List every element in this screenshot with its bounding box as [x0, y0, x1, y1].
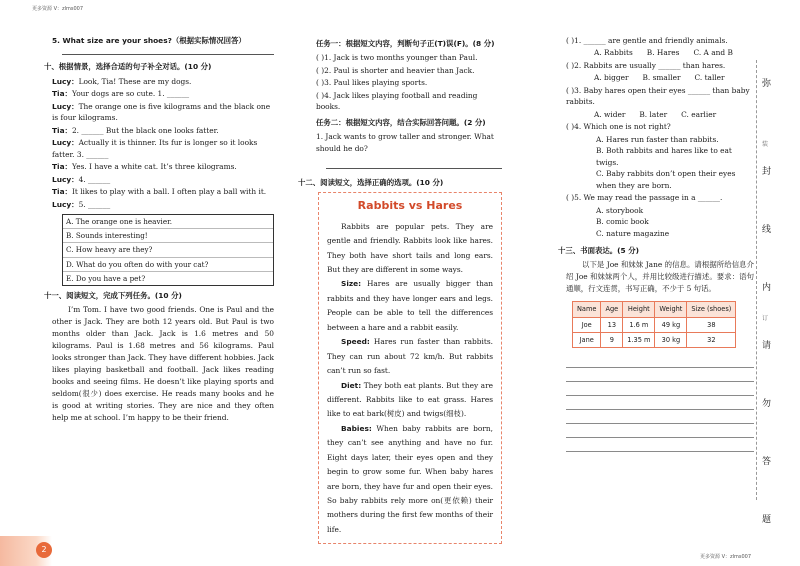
rabbit-passage-box	[318, 192, 502, 545]
tf-item: ( )1. Jack is two months younger than Paul.	[316, 53, 478, 63]
q5-previous: 5. What size are your shoes?（根据实际情况回答）	[52, 36, 246, 45]
section-10-title: 十、根据情景，选择合适的句子补全对话。(10 分)	[44, 62, 212, 72]
section-13-title: 十三、书面表达。(5 分)	[558, 245, 639, 255]
mc-question-2: ( )2. Rabbits are usually ______ than hares.	[566, 60, 726, 70]
mc-option: B. Both rabbits and hares like to eat twigs.	[596, 146, 732, 167]
tf-item: ( )2. Paul is shorter and heavier than Jack.	[316, 65, 475, 75]
writing-instructions: 以下是 Joe 和妹妹 Jane 的信息。请根据所给信息介绍 Joe 和妹妹两个人，并用比较级进行描述。要求：语句通顺，行文连贯，书写正确，不少于 5 句话。	[566, 260, 754, 294]
mc-option: C. nature magazine	[596, 228, 670, 238]
mc-option: B. comic book	[596, 217, 649, 227]
table-row: Jane 9 1.35 m 30 kg 32	[573, 332, 736, 347]
rabbit-intro: Rabbits are popular pets. They are gentle and friendly. Rabbits look like hares. They both have short tails and long ears. But they are different in some ways.	[327, 221, 493, 275]
writing-lines[interactable]	[566, 354, 754, 452]
rabbit-para-speed: Speed: Hares run faster than rabbits. They can run about 72 km/h. But rabbits can’t run so fast.	[327, 337, 493, 376]
task2-question: 1. Jack wants to grow taller and stronger. What should he do?	[316, 132, 494, 153]
rabbit-para-babies: Babies: When baby rabbits are born, they can’t see anything and have no fur. Eight days later, their eyes open and they begin to grow some fur. When baby hares are born, they have fur and open their eyes. So baby rabbits rely more on(更依赖) their mothers during the first few months of their life.	[327, 423, 493, 534]
choice-item: B. Sounds interesting!	[63, 229, 273, 243]
rabbit-para-size: Size: Hares are usually bigger than rabbits and they have longer ears and legs. People can be able to tell the differences between a hare and a rabbit easily.	[327, 279, 493, 332]
info-table	[572, 301, 736, 348]
choices-box	[62, 214, 274, 286]
exam-page: 更多资源 V：zlms007 更多资源 V：zlms007 2 5. What size are your shoes?（根据实际情况回答） 十、根据情景，选择合适的句子补全对话。(10 分) Lucy：Look, Tia! These are my dogs. Tia：Your dogs are so cute. 1. ______ Lucy：The orange one is five kilograms and the black one is four kilograms. Tia：2. ______ But the black one looks fatter. Lucy：Actually it is thinner. Its fur is longer so it looks fatter. 3. ______ Tia：Yes. I have a white cat. It’s three kilograms. Lucy：4. ______ Tia：It likes to play with a ball. I often play a ball with it. Lucy：5. ______ A. The orange one is heavier. B. Sounds interesting! C. How heavy are they? D. What do you often do with your cat? E. Do you have a pet? 十一、阅读短文，完成下列任务。(10 分) I’m Tom. I have two good friends. One is Paul and the other is Jack. They are both 12 years old. But Paul is two months older than Jack. Jack is 1.6 metres and 50 kilograms. Paul is 1.68 metres and 56 kilograms. Paul looks stronger than Jack. They have different hobbies. Jack likes playing basketball and football. Jack likes reading books and seeing films. He doesn’t like playing sports and seldom(很少) does exercise. He reads many books and he is good at writing stories. They are nice and they often help me at school. I’m happy to be their friend. 任务一：根据短文内容，判断句子正(T)误(F)。(8 分) ( )1. Jack is two months younger than Paul. ( )2. Paul is shorter and heavier than Jack. ( )3. Paul likes playing sports. ( )4. Jack likes playing football and reading books. 任务二：根据短文内容，结合实际回答问题。(2 分) 1. Jack wants to grow taller and stronger. What should he do? 十二、阅读短文，选择正确的选项。(10 分) Rabbits vs Hares Rabbits are popular pets. They are gentle and friendly. Rabbits look like hares. They both have short tails and long ears. But they are different in some ways. Size: Hares are usually bigger than rabbits and they have longer ears and legs. People can be able to tell the differences between a hare and a rabbit easily. Speed: Hares run faster than rabbits. They can run about 72 km/h. But rabbits can’t run so fast. Diet: They both eat plants. But they are different. Rabbits like to eat grass. Hares like to eat bark(树皮) and twigs(细枝). Babies: When baby rabbits are born, they can’t see anything and have no fur. Eight days later, their eyes open and they begin to grow some fur. When baby hares are born, they have fur and open their eyes. So baby rabbits rely more on(更依赖) their mothers during the first few months of their life. ( )1. ______ are gentle and friendly animals. A. Rabbits B. Hares C. A and B ( )2. Rabbits are usually ______ than hares. A. bigger B. smaller C. taller ( )3. Baby hares open their eyes ______ than baby rabbits. A. wider B. later C. earlier ( )4. Which one is not right? A. Hares run faster than rabbits. B. Both rabbits and hares like to eat twigs. C. Baby rabbits don’t open their eyes when they are born. ( )5. We may read the passage in a ______. A. storybook B. comic book C. nature magazine 十三、书面表达。(5 分) 以下是 Joe 和妹妹 Jane 的信息。请根据所给信息介绍 Joe 和妹妹两个人，并用比较级进行描述。要求：语句通顺，行文连贯，书写正确，不少于 5 句话。 Name Age Height Weight Size (shoes) Joe 13 1.6 m 49 kg 38 Jane 9 1.35 m 30 kg 32 弥 装 封 线 内 订 请 勿 答 题	[0, 0, 800, 566]
task1-title: 任务一：根据短文内容，判断句子正(T)误(F)。(8 分)	[316, 39, 495, 48]
choice-item: D. What do you often do with your cat?	[63, 258, 273, 272]
column-left	[44, 34, 274, 424]
reading-passage: I’m Tom. I have two good friends. One is Paul and the other is Jack. They are both 12 years old. But Paul is two months older than Jack. Jack is 1.6 metres and 50 kilograms. Paul is 1.68 metres and 56 kilograms. Paul looks stronger than Jack. They have different hobbies. Jack likes playing basketball and football. Jack likes reading books and seeing films. He doesn’t like playing sports and seldom(很少) does exercise. He reads many books and he is good at writing stories. They are nice and they often help me at school. I’m happy to be their friend.	[52, 305, 274, 423]
column-middle	[298, 34, 502, 544]
footer-resource-text: 更多资源 V：zlms007	[700, 554, 752, 561]
answer-line	[326, 168, 502, 169]
rabbit-title: Rabbits vs Hares	[357, 198, 463, 212]
page-number: 2	[36, 542, 52, 558]
section-11-title: 十一、阅读短文，完成下列任务。(10 分)	[44, 290, 182, 300]
mc-question-5: ( )5. We may read the passage in a ______.	[566, 193, 723, 203]
table-row: Joe 13 1.6 m 49 kg 38	[573, 317, 736, 332]
mc-option: C. Baby rabbits don’t open their eyes when they are born.	[596, 169, 736, 190]
mc-options-2: A. bigger B. smaller C. taller	[594, 73, 725, 83]
tf-item: ( )4. Jack likes playing football and reading books.	[316, 90, 478, 112]
mc-options-3: A. wider B. later C. earlier	[594, 109, 717, 119]
rabbit-para-diet: Diet: They both eat plants. But they are different. Rabbits like to eat grass. Hares like to eat bark(树皮) and twigs(细枝).	[327, 380, 493, 419]
mc-question-3: ( )3. Baby hares open their eyes ______ than baby rabbits.	[566, 85, 750, 107]
choice-item: E. Do you have a pet?	[66, 273, 146, 283]
mc-question-4: ( )4. Which one is not right?	[566, 122, 671, 132]
choice-item: C. How heavy are they?	[63, 243, 273, 257]
section-12-title: 十二、阅读短文，选择正确的选项。(10 分)	[298, 178, 444, 188]
task2-title: 任务二：根据短文内容，结合实际回答问题。(2 分)	[316, 117, 486, 127]
tf-item: ( )3. Paul likes playing sports.	[316, 78, 428, 88]
mc-option: A. storybook	[596, 205, 644, 215]
mc-options-1: A. Rabbits B. Hares C. A and B	[594, 48, 733, 58]
table-header-row: Name Age Height Weight Size (shoes)	[573, 302, 736, 317]
header-resource-text: 更多资源 V：zlms007	[32, 6, 84, 12]
mc-option: A. Hares run faster than rabbits.	[596, 134, 719, 144]
seal-line	[756, 60, 757, 500]
column-right	[558, 34, 754, 452]
choice-item: A. The orange one is heavier.	[63, 215, 273, 229]
dialog: Lucy：Look, Tia! These are my dogs. Tia：Your dogs are so cute. 1. ______ Lucy：The orange one is five kilograms and the black one is four kilograms. Tia：2. ______ But the black one looks fatter. Lucy：Actually it is thinner. Its fur is longer so it looks fatter. 3. ______ Tia：Yes. I have a white cat. It’s three kilograms. Lucy：4. ______ Tia：It likes to play with a ball. I often play a ball with it. Lucy：5. ______	[52, 76, 271, 209]
answer-line	[62, 54, 274, 55]
mc-question-1: ( )1. ______ are gentle and friendly animals.	[566, 36, 728, 45]
